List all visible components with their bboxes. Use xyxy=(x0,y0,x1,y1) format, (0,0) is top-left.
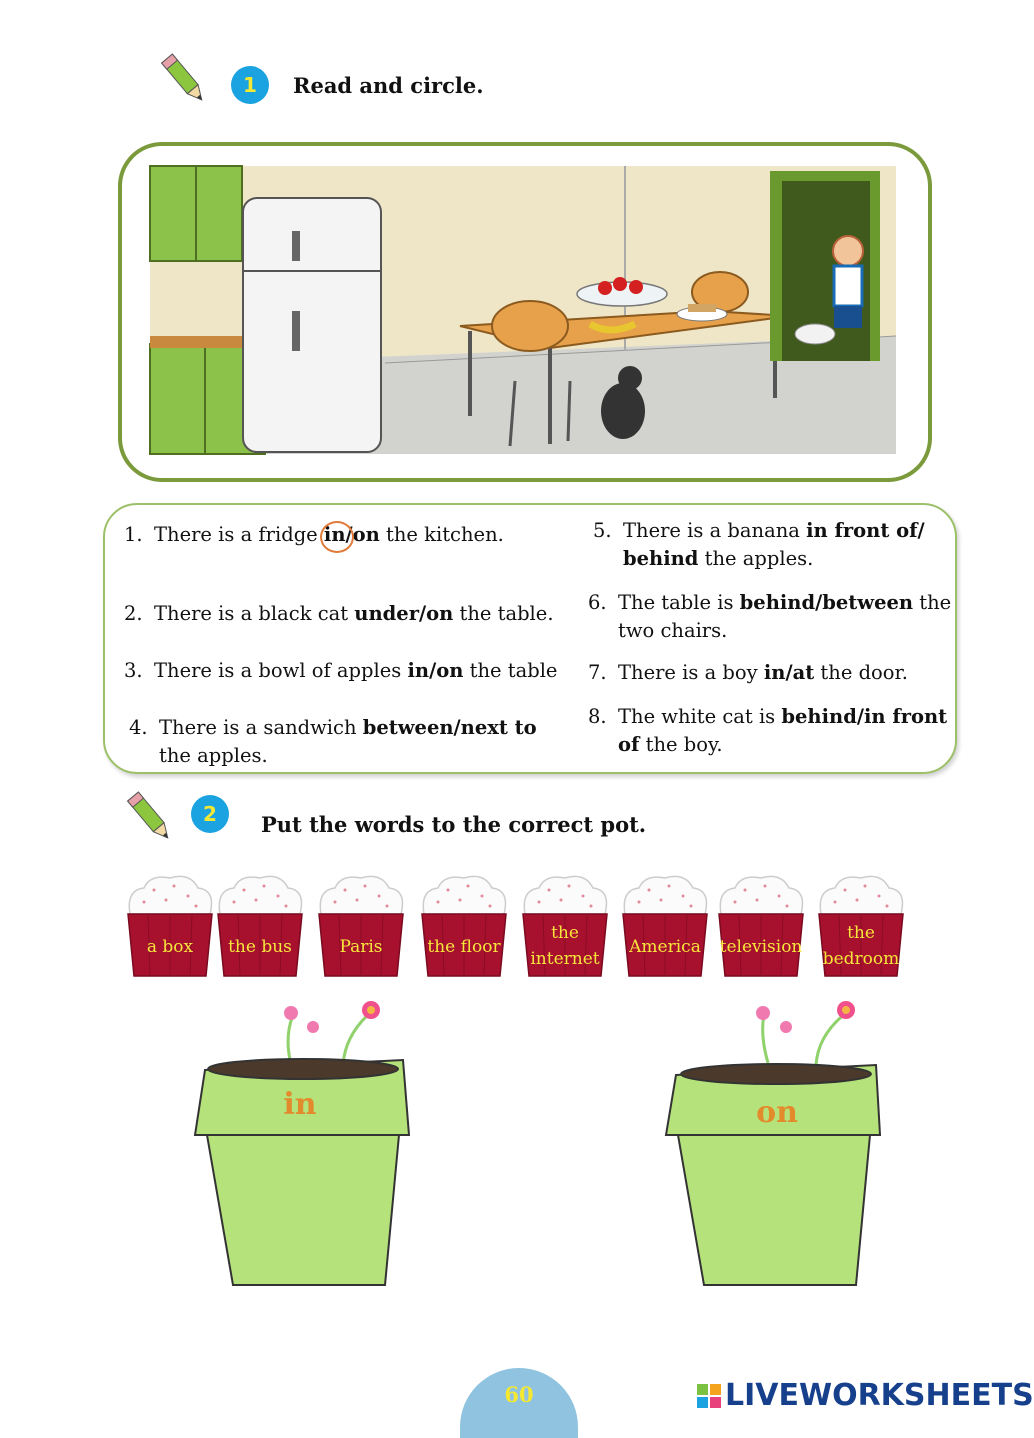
word-label: the floor xyxy=(427,937,501,957)
cupcake-icon xyxy=(214,870,306,980)
word-cupcake[interactable] xyxy=(418,870,510,980)
cupcake-icon xyxy=(124,870,216,980)
word-label-line1: the xyxy=(551,923,579,943)
answer-option-circled[interactable]: in xyxy=(323,523,346,546)
exercise-title: Read and circle. xyxy=(293,73,484,98)
exercise-number-badge: 1 xyxy=(231,66,269,104)
word-label-line2: internet xyxy=(530,949,600,969)
exercise-number-badge: 2 xyxy=(191,795,229,833)
cupcake-icon xyxy=(418,870,510,980)
flower-pot-illustration xyxy=(656,995,888,1290)
page-number: 60 xyxy=(504,1382,534,1407)
question-2[interactable]: 2. There is a black cat under/on the table. xyxy=(124,602,554,625)
question-4[interactable]: 4. There is a sandwich between/next to the apples. xyxy=(129,716,537,767)
liveworksheets-logo xyxy=(697,1378,1034,1413)
word-cupcake[interactable] xyxy=(124,870,216,980)
word-label: television xyxy=(719,937,803,957)
word-cupcake[interactable] xyxy=(715,870,807,980)
pot-label-in: in xyxy=(283,1087,317,1122)
answer-options[interactable]: under/on xyxy=(354,602,454,625)
word-label: America xyxy=(629,937,701,957)
word-label: Paris xyxy=(339,937,383,957)
word-label: a box xyxy=(146,937,194,957)
cupcake-icon xyxy=(619,870,711,980)
pot-in[interactable] xyxy=(185,995,417,1290)
answer-options[interactable]: between/next to xyxy=(362,716,537,739)
kitchen-illustration xyxy=(150,166,896,454)
answer-options[interactable]: of xyxy=(618,733,640,756)
pencil-icon xyxy=(126,788,176,848)
question-1[interactable]: 1. There is a fridge in/on the kitchen. xyxy=(124,523,504,546)
word-label-line1: the xyxy=(847,923,875,943)
question-7[interactable]: 7. There is a boy in/at the door. xyxy=(588,661,908,684)
answer-options[interactable]: in/on xyxy=(407,659,464,682)
kitchen-illustration-frame xyxy=(118,142,932,482)
answer-options[interactable]: in front of/ xyxy=(806,519,925,542)
question-8[interactable]: 8. The white cat is behind/in front of the boy. xyxy=(588,705,948,756)
cupcake-icon xyxy=(715,870,807,980)
exercise-title: Put the words to the correct pot. xyxy=(261,812,647,837)
flower-pot-illustration xyxy=(185,995,417,1290)
word-cupcake[interactable] xyxy=(519,870,611,980)
word-cupcake[interactable] xyxy=(315,870,407,980)
liveworksheets-badge-icon xyxy=(697,1384,721,1408)
question-5[interactable]: 5. There is a banana in front of/ behind the apples. xyxy=(593,519,925,570)
pot-on[interactable] xyxy=(656,995,888,1290)
word-label-line2: bedroom xyxy=(822,949,900,969)
question-6[interactable]: 6. The table is behind/between the two chairs. xyxy=(588,591,952,642)
answer-options[interactable]: behind/between xyxy=(739,591,914,614)
word-label: the bus xyxy=(228,937,292,957)
answer-options[interactable]: behind xyxy=(623,547,699,570)
pot-label-on: on xyxy=(756,1095,798,1130)
word-cupcake[interactable] xyxy=(815,870,907,980)
pencil-icon xyxy=(160,50,210,110)
word-cupcake[interactable] xyxy=(214,870,306,980)
question-3[interactable]: 3. There is a bowl of apples in/on the table xyxy=(124,659,558,682)
word-cupcake[interactable] xyxy=(619,870,711,980)
cupcake-icon xyxy=(315,870,407,980)
answer-options[interactable]: behind/in front xyxy=(781,705,948,728)
answer-options[interactable]: in/at xyxy=(763,661,815,684)
liveworksheets-brand: LIVEWORKSHEETS xyxy=(725,1378,1034,1413)
